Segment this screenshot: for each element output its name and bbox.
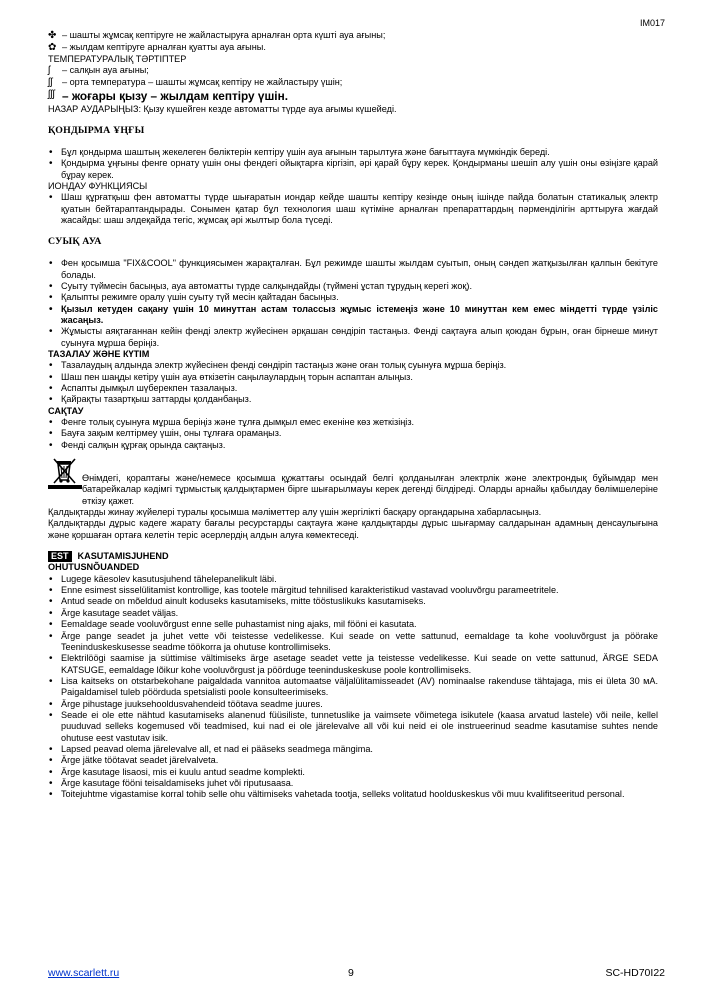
- language-badge: EST: [48, 551, 72, 562]
- recycle-block: [48, 455, 658, 507]
- list-item: • Фенді салқын құрғақ орында сақтаңыз.: [48, 440, 658, 451]
- list-item: • Шаш пен шаңды кетіру үшін ауа өткізетін саңылаулардың торын аспаптан алыңыз.: [48, 372, 658, 383]
- airflow-line-medium: ✤ – шашты жұмсақ кептіруге не жайластыруға арналған орта күшті ауа ағыны;: [48, 30, 386, 41]
- fan-strong-icon: ✿: [48, 42, 57, 53]
- nozzle-list: [48, 147, 658, 181]
- recycle-text: Өнімдегі, қораптағы және/немесе қосымша құжаттағы осындай белгі қолданылған электрлік және электрондық бұйымдар мен батарейкалар кәдімгі тұрмыстық қалдықтармен бірге шығарылмауы керек дегенді білдіреді. Оларды арнайы қабылдау бөлімшелеріне өткізу қажет.: [82, 473, 658, 506]
- list-item: • Бауға зақым келтірмеу үшін, оны тұлғаға орамаңыз.: [48, 428, 658, 439]
- temp-heading: ТЕМПЕРАТУРАЛЫҚ ТӘРТІПТЕР: [48, 54, 187, 64]
- list-item: • Ärge jätke töötavat seadet järelvalveta.: [48, 755, 658, 766]
- list-item: • Ärge pihustage juuksehooldusvahendeid töötava seadme juures.: [48, 699, 658, 710]
- list-item: • Қайрақты тазартқыш заттарды қолданбаңыз.: [48, 394, 658, 405]
- list-item: • Фенге толық суынуға мұрша беріңіз және тұлға дымқыл емес екеніне көз жеткізіңіз.: [48, 417, 658, 428]
- heat-high-icon: ʃʃʃ: [48, 89, 55, 101]
- list-item: • Lugege käesolev kasutusjuhend tähelepanelikult läbi.: [48, 574, 658, 585]
- heat-medium-icon: ʃʃ: [48, 77, 53, 89]
- list-item: • Қондырма ұңғыны фенге орнату үшін оны фендегі ойықтарға кіргізіп, әрі қарай бұру керек. Қондырманы шешіп алу үшін оны өзіңізге қарай бұрау керек.: [48, 158, 658, 181]
- fan-medium-icon: ✤: [48, 30, 57, 41]
- nozzle-heading: ҚОНДЫРМА ҰҢҒЫ: [48, 125, 145, 137]
- store-heading: САҚТАУ: [48, 405, 84, 416]
- list-item: • Ärge pange seadet ja juhet vette või teistesse vedelikesse. Kui seade on vette sattunud, eemaldage ta kohe vooluvõrgust ja pöörake Teeninduskeskusesse seadme töökorra ja ohutuse kontrollimiseks.: [48, 631, 658, 654]
- model-code-top: IM017: [639, 18, 665, 28]
- recycle-para: Қалдықтарды жинау жүйелері туралы қосымша мәліметтер алу үшін жергілікті басқару органдарына хабарласыңыз.: [48, 507, 542, 518]
- heat-low-icon: ʃ: [48, 65, 51, 77]
- list-item: • Seade ei ole ette nähtud kasutamiseks alanenud füüsiliste, tunnetuslike ja vaimsete võimetega isikutele (kaasa arvatud lastele) või neile, kellel puuduvad selleks kogemused või teadmised, kui nad ei ole järelevalve all või kui neid ei ole instrueerinud seadme kasutamise suhtes nende ohutuse eest vastutav isik.: [48, 710, 658, 744]
- crossed-bin-icon: [48, 455, 82, 489]
- list-item: • Ärge kasutage seadet väljas.: [48, 608, 658, 619]
- est-safety-heading: OHUTUSNÕUANDED: [48, 562, 140, 573]
- model-code-footer: SC-HD70I22: [605, 967, 665, 979]
- list-item: • Antud seade on mõeldud ainult koduseks kasutamiseks, mitte tööstuslikuks kasutamiseks.: [48, 596, 658, 607]
- temp-line-low: ʃ – салқын ауа ағыны;: [48, 65, 149, 77]
- list-item: • Ärge kasutage lisaosi, mis ei kuulu antud seadme komplekti.: [48, 767, 658, 778]
- list-item: • Аспапты дымқыл шүберекпен тазалаңыз.: [48, 383, 658, 394]
- list-item: • Ärge kasutage fööni teisaldamiseks juhet või riputusaasa.: [48, 778, 658, 789]
- list-item: • Lapsed peavad olema järelevalve all, et nad ei pääseks seadmega mängima.: [48, 744, 658, 755]
- list-item: • Elektrilöögi saamise ja süttimise vältimiseks ärge asetage seadet vette ja teistesse vedelikesse. Kui seade on vette sattunud, ÄRGE SEDA KATSUGE, eemaldage lõikur kohe vooluvõrgust ja pöörduge teeninduskeskuse poole kontrollimiseks.: [48, 653, 658, 676]
- airflow-line-strong: ✿ – жылдам кептіруге арналған қуатты ауа ағыны.: [48, 42, 266, 53]
- est-safety-list: [48, 574, 658, 801]
- est-title: KASUTAMISJUHEND: [77, 551, 169, 562]
- attention-note: НАЗАР АУДАРЫҢЫЗ: Қызу күшейген кезде автоматты түрде ауа ағымы күшейеді.: [48, 103, 397, 114]
- list-item: • Eemaldage seade vooluvõrgust enne selle puhastamist ning ajaks, mil fööni ei kasutata.: [48, 619, 658, 630]
- est-section-header: [48, 551, 658, 562]
- ion-heading: ИОНДАУ ФУНКЦИЯСЫ: [48, 181, 148, 192]
- list-item-warning: • Қызыл кетуден сақану үшін 10 минуттан астам толассыз жұмыс істемеңіз және 10 минуттан кем емес міндетті түрде үзіліс жасаңыз.: [48, 304, 658, 327]
- list-item: • Toitejuhtme vigastamise korral tohib selle ohu vältimiseks vahetada tootja, selleks volitatud hoolduskeskus või muu kvalifitseeritud personal.: [48, 789, 658, 800]
- list-item: • Суыту түймесін басыңыз, ауа автоматты түрде салқындайды (түймені ұстап тұрудың керегі жоқ).: [48, 281, 658, 292]
- list-item: • Бұл қондырма шаштың жекелеген бөліктерін кептіру үшін ауа ағынын тарылтуға және бағыттауға мүмкіндік береді.: [48, 147, 658, 158]
- temp-line-medium: ʃʃ – орта температура – шашты жұмсақ кептіру не жайластыру үшін;: [48, 77, 343, 89]
- cold-heading: СУЫҚ АУА: [48, 236, 102, 248]
- list-item: • Enne esimest sisselülitamist kontrollige, kas tootele märgitud tehnilised karakteristikud vastavad vooluvõrgu parameetritele.: [48, 585, 658, 596]
- store-list: [48, 417, 658, 451]
- clean-heading: ТАЗАЛАУ ЖӘНЕ КҮТІМ: [48, 348, 150, 359]
- list-item: • Тазалаудың алдында электр жүйесінен фенді сөндіріп тастаңыз және оған толық суынуға мұрша беріңіз.: [48, 360, 658, 371]
- list-item: • Шаш құрғатқыш фен автоматты түрде шығаратын иондар кейде шашты кептіру кезінде оның ішінде пайда болатын статикалық электр қуатын бейтараптандырады. Сонымен қатар бұл технология шаш күтіміне арналған препараттардың пәрмендiлігін арттыруға жағдай жасайды: шаш элдеқайда тегіс, жұмсақ әрі жылтыр бола түседі.: [48, 192, 658, 226]
- list-item: • Жұмысты аяқтағаннан кейін фенді электр жүйесінен әрқашан сөндіріп тастаңыз. Фенді сақтауға алып қоюдан бұрын, оған бірнеше минут суынуға мұрша беріңіз.: [48, 326, 658, 349]
- list-item: • Фен қосымша "FIX&COOL" функциясымен жарақталған. Бұл режимде шашты жылдам суытып, оның сәндеп жатқызылған қалпын бекітуге болады.: [48, 258, 658, 281]
- list-item: • Lisa kaitseks on otstarbekohane paigaldada vannitoa automaatse väljalülitamisseadet (AV) nominaalse rakenduse tähtajaga, mis ei ületa 30 мА. Paigaldamisel tuleb pöörduda spetsialisti poole konsulteerimiseks.: [48, 676, 658, 699]
- website-link[interactable]: www.scarlett.ru: [48, 967, 120, 979]
- page-content: [48, 30, 658, 801]
- cold-list: [48, 258, 658, 349]
- list-item: • Қалыпты режимге оралу үшін суыту түй месін қайтадан басыңыз.: [48, 292, 658, 303]
- ion-list: [48, 192, 658, 226]
- recycle-para: Қалдықтарды дұрыс кәдеге жарату бағалы ресурстарды сақтауға және қалдықтарды дұрыс шығармау салдарынан адамның денсаулығына және қоршаған ортаға келетін теріс әсерлердің алдын алуға көмектеседі.: [48, 518, 658, 540]
- page-number: 9: [348, 967, 354, 979]
- clean-list: [48, 360, 658, 405]
- temp-line-high: ʃʃʃ – жоғары қызу – жылдам кептіру үшін.: [48, 89, 288, 104]
